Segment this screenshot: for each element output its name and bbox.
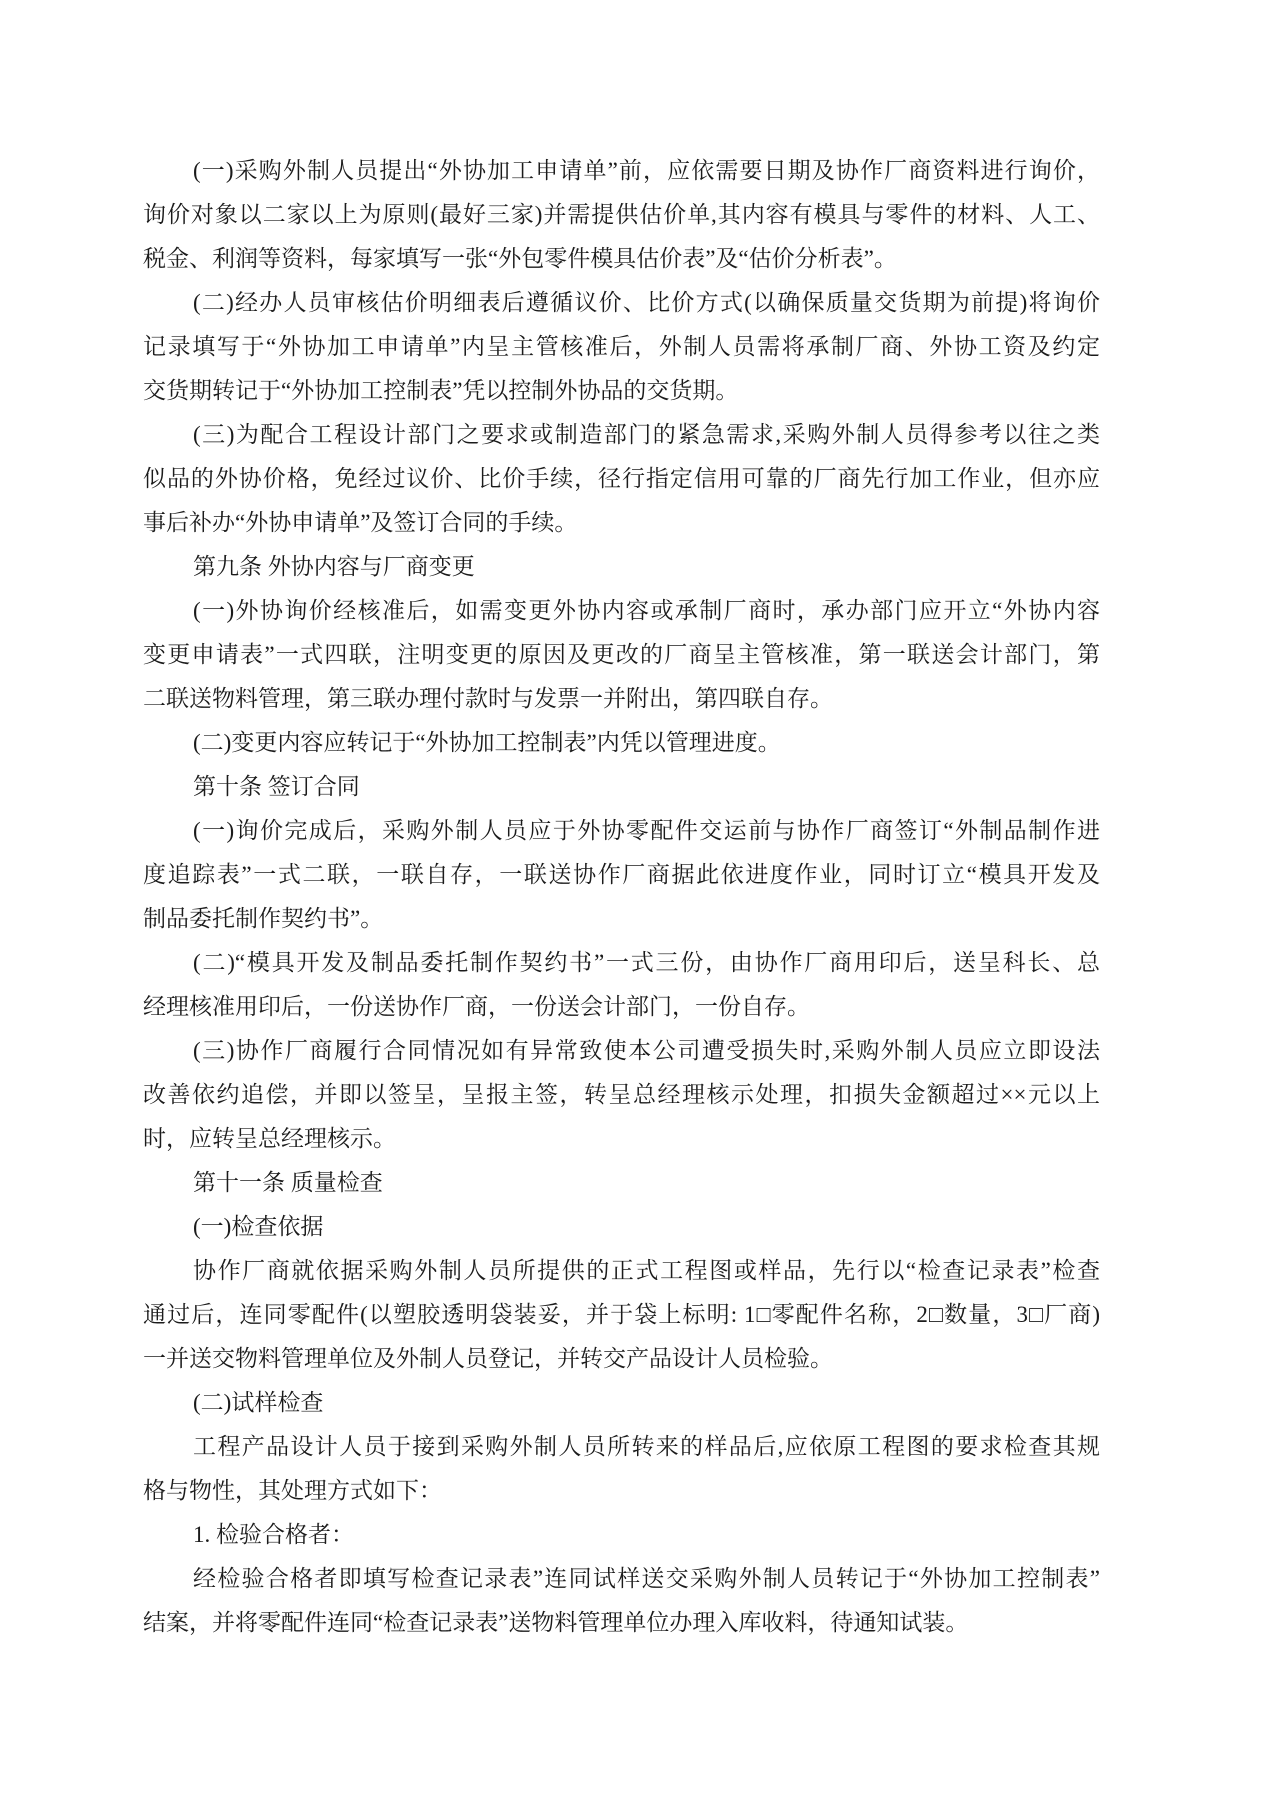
text-line: 记录填写于“外协加工申请单”内呈主管核准后，外制人员需将承制厂商、外协工资及约定 xyxy=(143,334,1100,359)
text-line: 工程产品设计人员于接到采购外制人员所转来的样品后,应依原工程图的要求检查其规 xyxy=(193,1434,1100,1459)
text-line: (三)为配合工程设计部门之要求或制造部门的紧急需求,采购外制人员得参考以往之类 xyxy=(193,422,1100,447)
text-line: 度追踪表”一式二联，一联自存，一联送协作厂商据此依进度作业，同时订立“模具开发及 xyxy=(143,862,1100,887)
text-line: 似品的外协价格，免经过议价、比价手续，径行指定信用可靠的厂商先行加工作业，但亦应 xyxy=(143,466,1100,491)
text-line: 交货期转记于“外协加工控制表”凭以控制外协品的交货期。 xyxy=(143,378,739,403)
text-line: 1. 检验合格者： xyxy=(193,1522,354,1547)
text-line: 税金、利润等资料，每家填写一张“外包零件模具估价表”及“估价分析表”。 xyxy=(143,246,897,271)
text-line: 制品委托制作契约书”。 xyxy=(143,906,384,931)
text-line: 变更申请表”一式四联，注明变更的原因及更改的厂商呈主管核准，第一联送会计部门，第 xyxy=(143,642,1100,667)
text-line: 第十条 签订合同 xyxy=(193,774,360,799)
text-line: 改善依约追偿，并即以签呈，呈报主签，转呈总经理核示处理，扣损失金额超过××元以上 xyxy=(143,1082,1100,1107)
text-line: 协作厂商就依据采购外制人员所提供的正式工程图或样品，先行以“检查记录表”检查 xyxy=(193,1258,1100,1283)
text-line: (一)询价完成后，采购外制人员应于外协零配件交运前与协作厂商签订“外制品制作进 xyxy=(193,818,1100,843)
text-line: 第九条 外协内容与厂商变更 xyxy=(193,554,475,579)
text-line: 经理核准用印后，一份送协作厂商，一份送会计部门，一份自存。 xyxy=(143,994,810,1019)
text-line: 第十一条 质量检查 xyxy=(193,1170,383,1195)
text-line: (三)协作厂商履行合同情况如有异常致使本公司遭受损失时,采购外制人员应立即设法 xyxy=(193,1038,1100,1063)
text-line: (一)外协询价经核准后，如需变更外协内容或承制厂商时，承办部门应开立“外协内容 xyxy=(193,598,1100,623)
text-line: (一)采购外制人员提出“外协加工申请单”前，应依需要日期及协作厂商资料进行询价， xyxy=(193,158,1100,183)
text-line: 结案，并将零配件连同“检查记录表”送物料管理单位办理入库收料，待通知试装。 xyxy=(143,1610,969,1635)
text-line: 时，应转呈总经理核示。 xyxy=(143,1126,396,1151)
text-line: 询价对象以二家以上为原则(最好三家)并需提供估价单,其内容有模具与零件的材料、人工、 xyxy=(143,202,1100,227)
text-line: (二)试样检查 xyxy=(193,1390,324,1415)
text-line: 事后补办“外协申请单”及签订合同的手续。 xyxy=(143,510,578,535)
text-line: 二联送物料管理，第三联办理付款时与发票一并附出，第四联自存。 xyxy=(143,686,833,711)
text-line: 格与物性，其处理方式如下： xyxy=(143,1478,442,1503)
text-line: (二)“模具开发及制品委托制作契约书”一式三份，由协作厂商用印后，送呈科长、总 xyxy=(193,950,1100,975)
text-line: (二)经办人员审核估价明细表后遵循议价、比价方式(以确保质量交货期为前提)将询价 xyxy=(193,290,1100,315)
text-line: 一并送交物料管理单位及外制人员登记，并转交产品设计人员检验。 xyxy=(143,1346,833,1371)
document-body xyxy=(143,149,1100,1645)
text-line: (二)变更内容应转记于“外协加工控制表”内凭以管理进度。 xyxy=(193,730,781,755)
text-line: 通过后，连同零配件(以塑胶透明袋装妥，并于袋上标明: 1□零配件名称，2□数量，3□厂商) xyxy=(143,1302,1100,1327)
text-line: 经检验合格者即填写检查记录表”连同试样送交采购外制人员转记于“外协加工控制表” xyxy=(193,1566,1100,1591)
text-line: (一)检查依据 xyxy=(193,1214,324,1239)
